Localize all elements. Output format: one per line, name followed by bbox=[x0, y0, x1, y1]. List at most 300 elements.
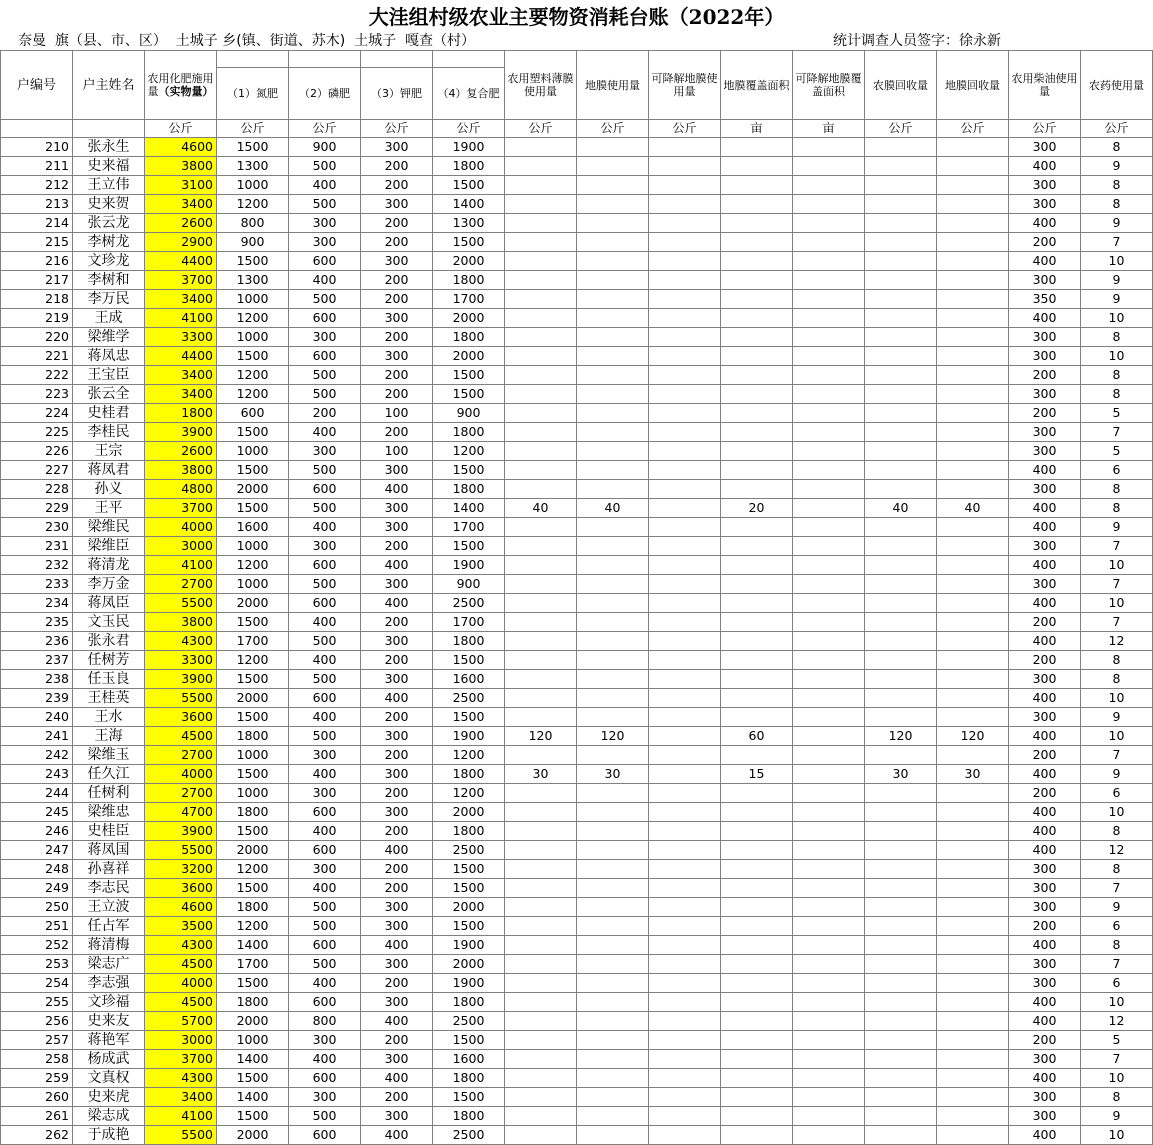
mulch-recovery-cell bbox=[937, 955, 1009, 974]
phosphate-cell: 300 bbox=[289, 784, 361, 803]
mulch-use-cell bbox=[577, 518, 649, 537]
potash-cell: 400 bbox=[361, 1069, 433, 1088]
phosphate-cell: 300 bbox=[289, 214, 361, 233]
degradable-area-cell bbox=[793, 195, 865, 214]
id-cell: 239 bbox=[1, 689, 73, 708]
diesel-cell: 300 bbox=[1009, 480, 1081, 499]
table-row bbox=[1, 803, 1153, 822]
phosphate-cell: 300 bbox=[289, 746, 361, 765]
fertilizer-total-cell: 4600 bbox=[145, 898, 217, 917]
nitrogen-cell: 800 bbox=[217, 214, 289, 233]
table-row bbox=[1, 442, 1153, 461]
fertilizer-total-cell: 4700 bbox=[145, 803, 217, 822]
diesel-cell: 200 bbox=[1009, 1031, 1081, 1050]
id-cell: 227 bbox=[1, 461, 73, 480]
name-cell: 文真权 bbox=[73, 1069, 145, 1088]
diesel-cell: 400 bbox=[1009, 252, 1081, 271]
table-row bbox=[1, 974, 1153, 993]
unit-cell: 公斤 bbox=[505, 120, 577, 138]
compound-cell: 2500 bbox=[433, 841, 505, 860]
nitrogen-cell: 1500 bbox=[217, 1107, 289, 1126]
plastic-film-cell bbox=[505, 1031, 577, 1050]
mulch-recovery-cell bbox=[937, 290, 1009, 309]
name-cell: 蒋凤君 bbox=[73, 461, 145, 480]
header-head-name: 户主姓名 bbox=[73, 51, 145, 120]
ledger-body bbox=[1, 138, 1153, 1145]
mulch-recovery-cell bbox=[937, 233, 1009, 252]
phosphate-cell: 400 bbox=[289, 1050, 361, 1069]
diesel-cell: 400 bbox=[1009, 803, 1081, 822]
pesticide-cell: 7 bbox=[1081, 537, 1153, 556]
film-recovery-cell bbox=[865, 822, 937, 841]
name-cell: 王宗 bbox=[73, 442, 145, 461]
fertilizer-total-cell: 2900 bbox=[145, 233, 217, 252]
potash-cell: 400 bbox=[361, 1012, 433, 1031]
film-recovery-cell bbox=[865, 518, 937, 537]
degradable-mulch-cell bbox=[649, 860, 721, 879]
table-row bbox=[1, 670, 1153, 689]
mulch-area-cell bbox=[721, 784, 793, 803]
degradable-mulch-cell bbox=[649, 480, 721, 499]
mulch-recovery-cell bbox=[937, 442, 1009, 461]
mulch-recovery-cell bbox=[937, 1031, 1009, 1050]
nitrogen-cell: 1000 bbox=[217, 328, 289, 347]
film-recovery-cell bbox=[865, 556, 937, 575]
mulch-area-cell: 20 bbox=[721, 499, 793, 518]
fertilizer-total-cell: 3900 bbox=[145, 822, 217, 841]
mulch-use-cell bbox=[577, 423, 649, 442]
mulch-area-cell bbox=[721, 613, 793, 632]
header-nitrogen: （1）氮肥 bbox=[217, 68, 289, 120]
plastic-film-cell bbox=[505, 632, 577, 651]
compound-cell: 2500 bbox=[433, 1012, 505, 1031]
plastic-film-cell bbox=[505, 214, 577, 233]
diesel-cell: 400 bbox=[1009, 841, 1081, 860]
name-cell: 梁维忠 bbox=[73, 803, 145, 822]
id-cell: 236 bbox=[1, 632, 73, 651]
film-recovery-cell bbox=[865, 138, 937, 157]
mulch-use-cell bbox=[577, 575, 649, 594]
phosphate-cell: 400 bbox=[289, 651, 361, 670]
header-film-recovery: 农膜回收量 bbox=[865, 51, 937, 120]
name-cell: 蒋清龙 bbox=[73, 556, 145, 575]
degradable-area-cell bbox=[793, 138, 865, 157]
phosphate-cell: 500 bbox=[289, 290, 361, 309]
fertilizer-total-cell: 3100 bbox=[145, 176, 217, 195]
phosphate-cell: 600 bbox=[289, 252, 361, 271]
nitrogen-cell: 1500 bbox=[217, 765, 289, 784]
mulch-recovery-cell bbox=[937, 803, 1009, 822]
name-cell: 史来贺 bbox=[73, 195, 145, 214]
table-row bbox=[1, 1069, 1153, 1088]
film-recovery-cell bbox=[865, 632, 937, 651]
potash-cell: 400 bbox=[361, 594, 433, 613]
compound-cell: 1200 bbox=[433, 442, 505, 461]
film-recovery-cell bbox=[865, 176, 937, 195]
pesticide-cell: 8 bbox=[1081, 651, 1153, 670]
compound-cell: 1800 bbox=[433, 993, 505, 1012]
unit-cell: 公斤 bbox=[433, 120, 505, 138]
phosphate-cell: 500 bbox=[289, 917, 361, 936]
name-cell: 蒋清梅 bbox=[73, 936, 145, 955]
mulch-recovery-cell bbox=[937, 518, 1009, 537]
mulch-recovery-cell bbox=[937, 1050, 1009, 1069]
potash-cell: 400 bbox=[361, 556, 433, 575]
id-cell: 235 bbox=[1, 613, 73, 632]
mulch-area-cell bbox=[721, 480, 793, 499]
mulch-recovery-cell bbox=[937, 195, 1009, 214]
pesticide-cell: 10 bbox=[1081, 803, 1153, 822]
mulch-use-cell bbox=[577, 1031, 649, 1050]
compound-cell: 1500 bbox=[433, 917, 505, 936]
id-cell: 213 bbox=[1, 195, 73, 214]
nitrogen-cell: 1000 bbox=[217, 784, 289, 803]
mulch-recovery-cell bbox=[937, 366, 1009, 385]
name-cell: 张永君 bbox=[73, 632, 145, 651]
film-recovery-cell bbox=[865, 1031, 937, 1050]
film-recovery-cell bbox=[865, 1088, 937, 1107]
id-cell: 256 bbox=[1, 1012, 73, 1031]
name-cell: 于成艳 bbox=[73, 1126, 145, 1145]
mulch-area-cell bbox=[721, 195, 793, 214]
potash-cell: 200 bbox=[361, 879, 433, 898]
compound-cell: 1900 bbox=[433, 936, 505, 955]
fertilizer-total-cell: 3700 bbox=[145, 271, 217, 290]
film-recovery-cell bbox=[865, 803, 937, 822]
diesel-cell: 400 bbox=[1009, 461, 1081, 480]
plastic-film-cell bbox=[505, 803, 577, 822]
degradable-area-cell bbox=[793, 765, 865, 784]
degradable-mulch-cell bbox=[649, 955, 721, 974]
diesel-cell: 200 bbox=[1009, 233, 1081, 252]
mulch-recovery-cell bbox=[937, 480, 1009, 499]
table-row bbox=[1, 556, 1153, 575]
diesel-cell: 300 bbox=[1009, 1088, 1081, 1107]
name-cell: 李志民 bbox=[73, 879, 145, 898]
degradable-mulch-cell bbox=[649, 1031, 721, 1050]
header-household-id: 户编号 bbox=[1, 51, 73, 120]
potash-cell: 300 bbox=[361, 195, 433, 214]
mulch-recovery-cell bbox=[937, 423, 1009, 442]
mulch-use-cell bbox=[577, 328, 649, 347]
mulch-recovery-cell bbox=[937, 176, 1009, 195]
unit-cell: 公斤 bbox=[145, 120, 217, 138]
pesticide-cell: 12 bbox=[1081, 841, 1153, 860]
potash-cell: 200 bbox=[361, 651, 433, 670]
compound-cell: 1700 bbox=[433, 613, 505, 632]
degradable-area-cell bbox=[793, 537, 865, 556]
table-row bbox=[1, 214, 1153, 233]
mulch-area-cell bbox=[721, 841, 793, 860]
film-recovery-cell: 40 bbox=[865, 499, 937, 518]
id-cell: 225 bbox=[1, 423, 73, 442]
name-cell: 孙喜祥 bbox=[73, 860, 145, 879]
id-cell: 249 bbox=[1, 879, 73, 898]
plastic-film-cell bbox=[505, 1107, 577, 1126]
film-recovery-cell: 120 bbox=[865, 727, 937, 746]
degradable-area-cell bbox=[793, 461, 865, 480]
mulch-use-cell bbox=[577, 176, 649, 195]
potash-cell: 300 bbox=[361, 347, 433, 366]
mulch-recovery-cell bbox=[937, 708, 1009, 727]
fertilizer-total-cell: 3700 bbox=[145, 499, 217, 518]
name-cell: 蒋艳军 bbox=[73, 1031, 145, 1050]
degradable-mulch-cell bbox=[649, 1069, 721, 1088]
film-recovery-cell bbox=[865, 689, 937, 708]
degradable-area-cell bbox=[793, 974, 865, 993]
degradable-area-cell bbox=[793, 1012, 865, 1031]
header-phosphate: （2）磷肥 bbox=[289, 68, 361, 120]
unit-cell: 公斤 bbox=[217, 120, 289, 138]
plastic-film-cell: 120 bbox=[505, 727, 577, 746]
mulch-recovery-cell bbox=[937, 993, 1009, 1012]
compound-cell: 1800 bbox=[433, 157, 505, 176]
id-cell: 218 bbox=[1, 290, 73, 309]
table-row bbox=[1, 746, 1153, 765]
degradable-mulch-cell bbox=[649, 765, 721, 784]
degradable-mulch-cell bbox=[649, 537, 721, 556]
plastic-film-cell bbox=[505, 651, 577, 670]
compound-cell: 1800 bbox=[433, 423, 505, 442]
phosphate-cell: 500 bbox=[289, 195, 361, 214]
name-cell: 王平 bbox=[73, 499, 145, 518]
potash-cell: 300 bbox=[361, 499, 433, 518]
table-row bbox=[1, 518, 1153, 537]
pesticide-cell: 10 bbox=[1081, 594, 1153, 613]
degradable-mulch-cell bbox=[649, 309, 721, 328]
compound-cell: 1400 bbox=[433, 195, 505, 214]
phosphate-cell: 200 bbox=[289, 404, 361, 423]
pesticide-cell: 6 bbox=[1081, 974, 1153, 993]
degradable-area-cell bbox=[793, 404, 865, 423]
plastic-film-cell bbox=[505, 195, 577, 214]
plastic-film-cell bbox=[505, 537, 577, 556]
name-cell: 梁维学 bbox=[73, 328, 145, 347]
name-cell: 任占军 bbox=[73, 917, 145, 936]
degradable-mulch-cell bbox=[649, 1012, 721, 1031]
degradable-mulch-cell bbox=[649, 822, 721, 841]
nitrogen-cell: 1800 bbox=[217, 993, 289, 1012]
id-cell: 229 bbox=[1, 499, 73, 518]
pesticide-cell: 6 bbox=[1081, 461, 1153, 480]
phosphate-cell: 600 bbox=[289, 556, 361, 575]
degradable-mulch-cell bbox=[649, 1107, 721, 1126]
pesticide-cell: 8 bbox=[1081, 480, 1153, 499]
degradable-area-cell bbox=[793, 423, 865, 442]
plastic-film-cell bbox=[505, 176, 577, 195]
mulch-recovery-cell bbox=[937, 138, 1009, 157]
mulch-use-cell bbox=[577, 879, 649, 898]
diesel-cell: 300 bbox=[1009, 955, 1081, 974]
mulch-recovery-cell bbox=[937, 157, 1009, 176]
compound-cell: 1800 bbox=[433, 765, 505, 784]
film-recovery-cell bbox=[865, 366, 937, 385]
degradable-mulch-cell bbox=[649, 518, 721, 537]
potash-cell: 300 bbox=[361, 138, 433, 157]
film-recovery-cell bbox=[865, 670, 937, 689]
table-row bbox=[1, 404, 1153, 423]
degradable-mulch-cell bbox=[649, 556, 721, 575]
fertilizer-total-cell: 4500 bbox=[145, 993, 217, 1012]
plastic-film-cell bbox=[505, 1069, 577, 1088]
id-cell: 223 bbox=[1, 385, 73, 404]
plastic-film-cell bbox=[505, 1126, 577, 1145]
film-recovery-cell bbox=[865, 594, 937, 613]
potash-cell: 100 bbox=[361, 442, 433, 461]
compound-cell: 2000 bbox=[433, 252, 505, 271]
phosphate-cell: 400 bbox=[289, 613, 361, 632]
compound-cell: 1500 bbox=[433, 860, 505, 879]
table-row bbox=[1, 328, 1153, 347]
mulch-recovery-cell bbox=[937, 1088, 1009, 1107]
id-cell: 215 bbox=[1, 233, 73, 252]
phosphate-cell: 400 bbox=[289, 271, 361, 290]
potash-cell: 300 bbox=[361, 518, 433, 537]
degradable-area-cell bbox=[793, 955, 865, 974]
plastic-film-cell bbox=[505, 518, 577, 537]
film-recovery-cell bbox=[865, 157, 937, 176]
unit-cell: 亩 bbox=[793, 120, 865, 138]
pesticide-cell: 8 bbox=[1081, 1088, 1153, 1107]
pesticide-cell: 8 bbox=[1081, 176, 1153, 195]
fertilizer-total-cell: 4300 bbox=[145, 936, 217, 955]
plastic-film-cell bbox=[505, 917, 577, 936]
degradable-mulch-cell bbox=[649, 347, 721, 366]
phosphate-cell: 400 bbox=[289, 423, 361, 442]
mulch-use-cell bbox=[577, 613, 649, 632]
compound-cell: 2000 bbox=[433, 803, 505, 822]
nitrogen-cell: 1200 bbox=[217, 651, 289, 670]
degradable-area-cell bbox=[793, 1069, 865, 1088]
nitrogen-cell: 1500 bbox=[217, 347, 289, 366]
nitrogen-cell: 1500 bbox=[217, 461, 289, 480]
pesticide-cell: 9 bbox=[1081, 765, 1153, 784]
potash-cell: 200 bbox=[361, 784, 433, 803]
degradable-area-cell bbox=[793, 480, 865, 499]
nitrogen-cell: 1500 bbox=[217, 499, 289, 518]
plastic-film-cell bbox=[505, 879, 577, 898]
table-row bbox=[1, 233, 1153, 252]
name-cell: 王桂英 bbox=[73, 689, 145, 708]
mulch-use-cell bbox=[577, 803, 649, 822]
film-recovery-cell bbox=[865, 1050, 937, 1069]
degradable-area-cell bbox=[793, 233, 865, 252]
phosphate-cell: 500 bbox=[289, 727, 361, 746]
degradable-mulch-cell bbox=[649, 575, 721, 594]
name-cell: 梁维玉 bbox=[73, 746, 145, 765]
plastic-film-cell bbox=[505, 708, 577, 727]
degradable-area-cell bbox=[793, 993, 865, 1012]
potash-cell: 300 bbox=[361, 765, 433, 784]
compound-cell: 1300 bbox=[433, 214, 505, 233]
potash-cell: 300 bbox=[361, 1107, 433, 1126]
name-cell: 王海 bbox=[73, 727, 145, 746]
mulch-use-cell bbox=[577, 1012, 649, 1031]
pesticide-cell: 9 bbox=[1081, 1107, 1153, 1126]
film-recovery-cell bbox=[865, 955, 937, 974]
id-cell: 233 bbox=[1, 575, 73, 594]
potash-cell: 200 bbox=[361, 423, 433, 442]
mulch-use-cell bbox=[577, 594, 649, 613]
mulch-use-cell bbox=[577, 537, 649, 556]
compound-cell: 900 bbox=[433, 404, 505, 423]
film-recovery-cell bbox=[865, 936, 937, 955]
diesel-cell: 300 bbox=[1009, 442, 1081, 461]
mulch-use-cell bbox=[577, 385, 649, 404]
fertilizer-total-cell: 4000 bbox=[145, 765, 217, 784]
phosphate-cell: 600 bbox=[289, 993, 361, 1012]
degradable-area-cell bbox=[793, 613, 865, 632]
degradable-area-cell bbox=[793, 499, 865, 518]
table-row bbox=[1, 499, 1153, 518]
table-row bbox=[1, 271, 1153, 290]
name-cell: 史桂臣 bbox=[73, 822, 145, 841]
film-recovery-cell bbox=[865, 651, 937, 670]
compound-cell: 1900 bbox=[433, 138, 505, 157]
compound-cell: 1700 bbox=[433, 290, 505, 309]
degradable-mulch-cell bbox=[649, 917, 721, 936]
mulch-area-cell bbox=[721, 936, 793, 955]
header-compound: （4）复合肥 bbox=[433, 68, 505, 120]
id-cell: 221 bbox=[1, 347, 73, 366]
mulch-area-cell bbox=[721, 993, 793, 1012]
diesel-cell: 200 bbox=[1009, 784, 1081, 803]
phosphate-cell: 500 bbox=[289, 898, 361, 917]
nitrogen-cell: 2000 bbox=[217, 480, 289, 499]
diesel-cell: 400 bbox=[1009, 1126, 1081, 1145]
potash-cell: 200 bbox=[361, 746, 433, 765]
film-recovery-cell bbox=[865, 784, 937, 803]
mulch-area-cell bbox=[721, 138, 793, 157]
table-row bbox=[1, 480, 1153, 499]
table-row bbox=[1, 1088, 1153, 1107]
fertilizer-total-cell: 5700 bbox=[145, 1012, 217, 1031]
compound-cell: 2500 bbox=[433, 689, 505, 708]
phosphate-cell: 600 bbox=[289, 1069, 361, 1088]
header-mulch-recovery: 地膜回收量 bbox=[937, 51, 1009, 120]
pesticide-cell: 10 bbox=[1081, 727, 1153, 746]
phosphate-cell: 500 bbox=[289, 575, 361, 594]
phosphate-cell: 600 bbox=[289, 347, 361, 366]
degradable-area-cell bbox=[793, 708, 865, 727]
film-recovery-cell bbox=[865, 1012, 937, 1031]
table-row bbox=[1, 138, 1153, 157]
mulch-recovery-cell bbox=[937, 613, 1009, 632]
degradable-area-cell bbox=[793, 1107, 865, 1126]
potash-cell: 200 bbox=[361, 613, 433, 632]
mulch-area-cell bbox=[721, 214, 793, 233]
degradable-mulch-cell bbox=[649, 252, 721, 271]
nitrogen-cell: 1400 bbox=[217, 1088, 289, 1107]
unit-blank bbox=[1, 120, 73, 138]
diesel-cell: 400 bbox=[1009, 727, 1081, 746]
mulch-area-cell bbox=[721, 423, 793, 442]
mulch-area-cell bbox=[721, 290, 793, 309]
degradable-mulch-cell bbox=[649, 1088, 721, 1107]
pesticide-cell: 7 bbox=[1081, 233, 1153, 252]
id-cell: 242 bbox=[1, 746, 73, 765]
header-fertilizer-total bbox=[145, 51, 217, 120]
fertilizer-total-cell: 4000 bbox=[145, 518, 217, 537]
nitrogen-cell: 900 bbox=[217, 233, 289, 252]
compound-cell: 1200 bbox=[433, 784, 505, 803]
id-cell: 210 bbox=[1, 138, 73, 157]
diesel-cell: 400 bbox=[1009, 689, 1081, 708]
compound-cell: 1800 bbox=[433, 1107, 505, 1126]
pesticide-cell: 9 bbox=[1081, 708, 1153, 727]
mulch-area-cell bbox=[721, 594, 793, 613]
header-diesel: 农用柴油使用量 bbox=[1009, 51, 1081, 120]
